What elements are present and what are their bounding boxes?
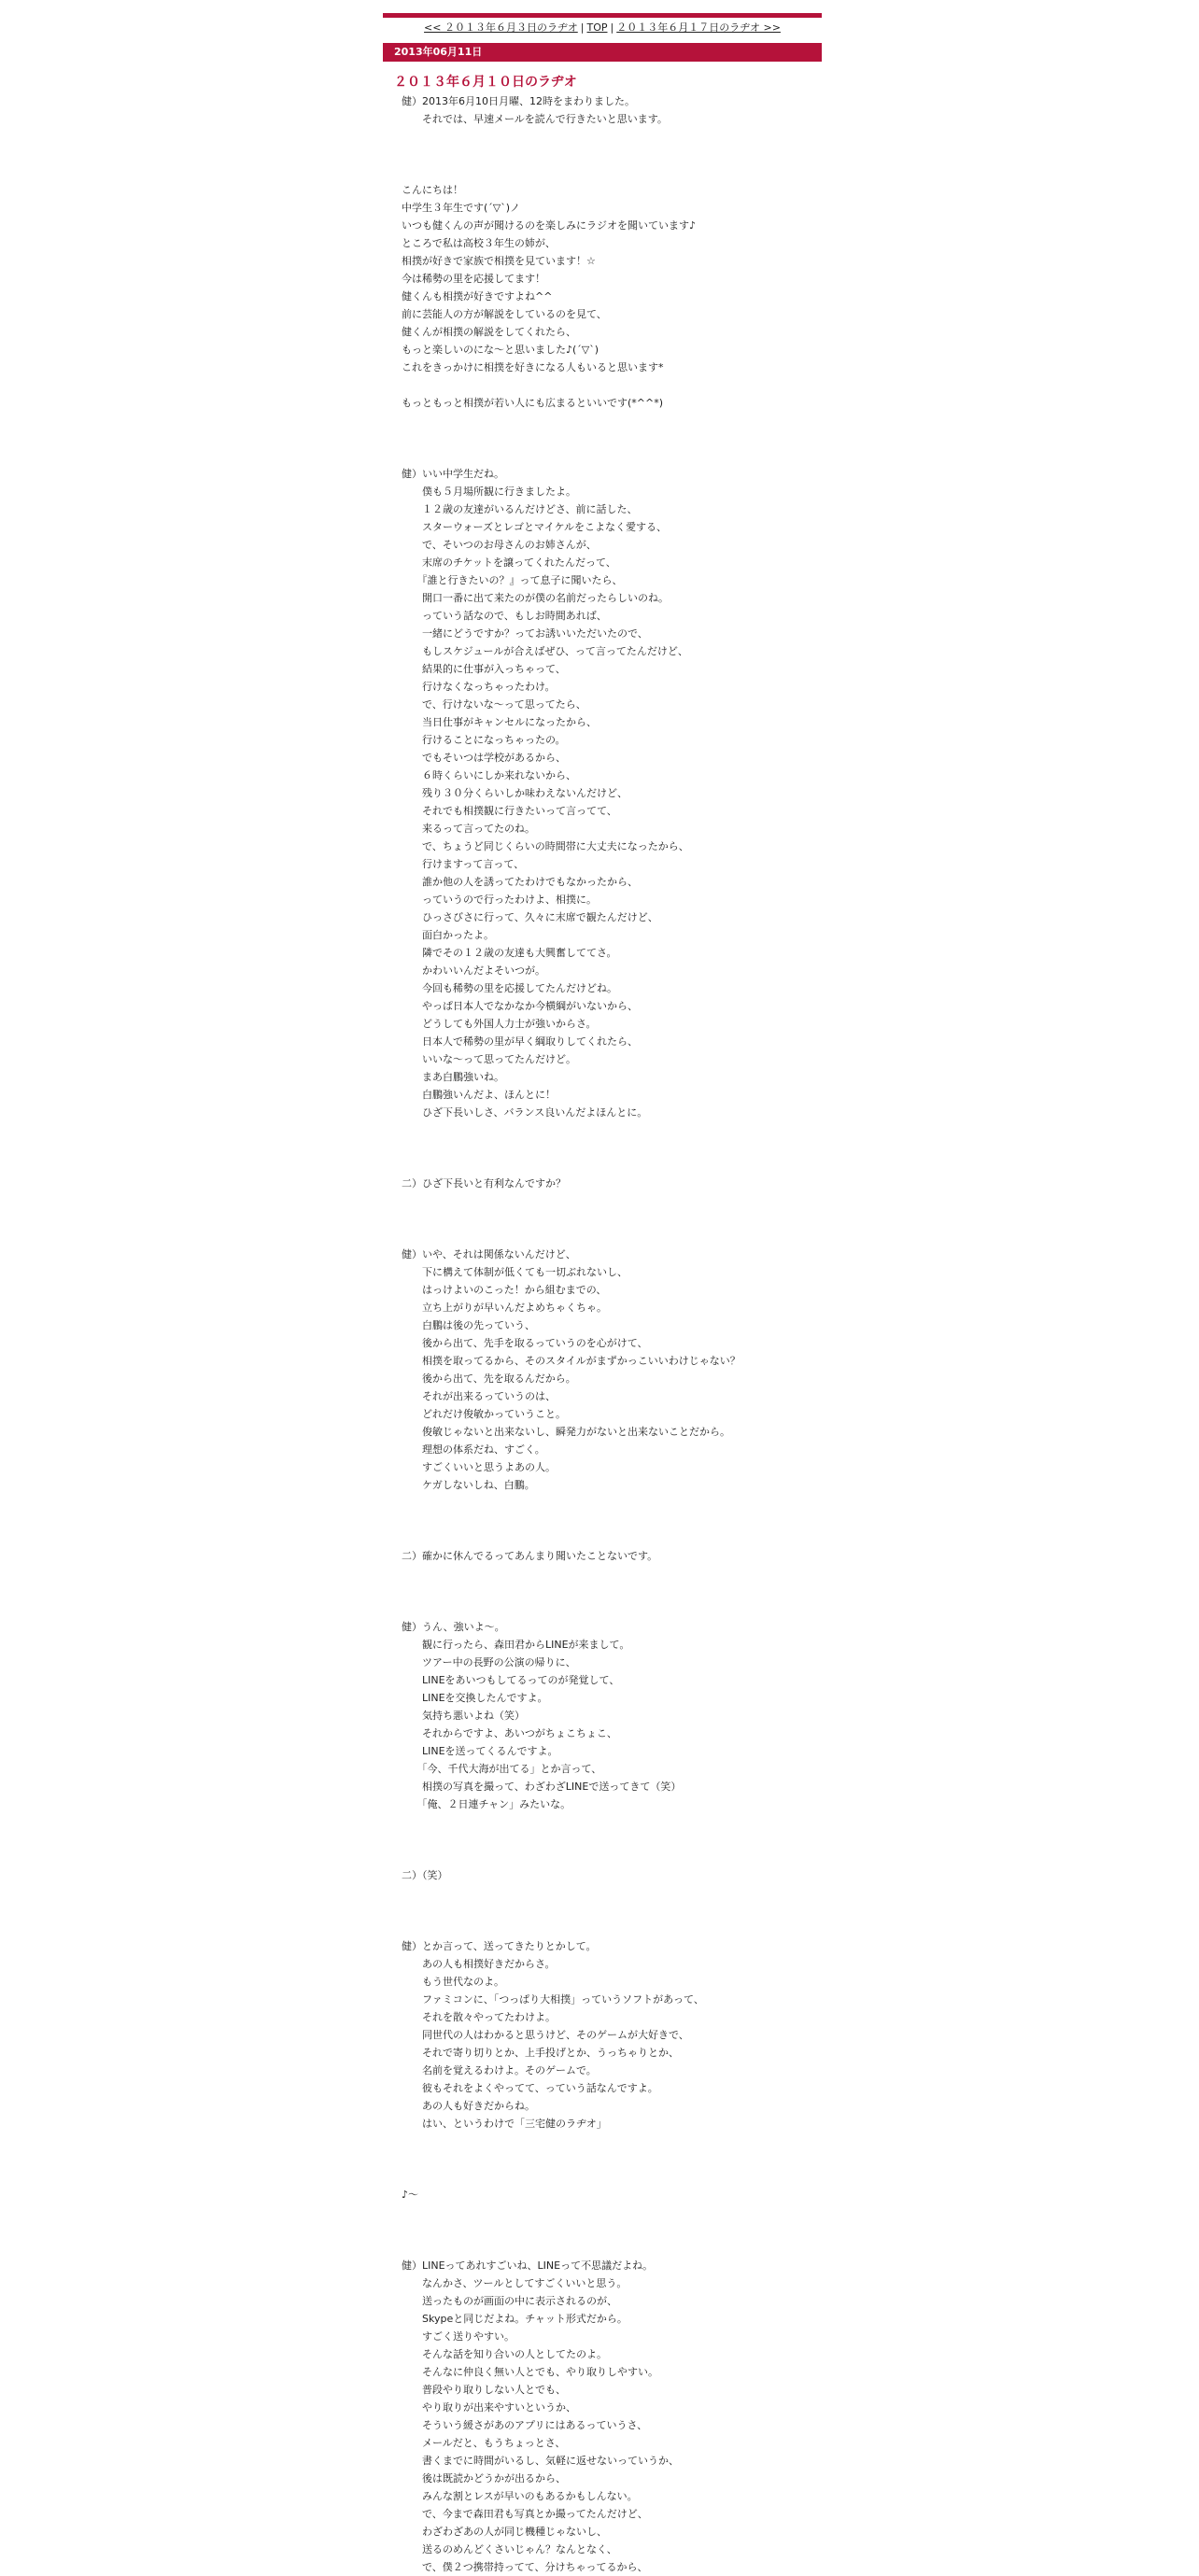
body-line: 二）確かに休んでるってあんまり聞いたことないです。 (402, 1550, 658, 1562)
body-line: 今回も稀勢の里を応援してたんだけどね。 (402, 982, 617, 994)
body-line: 健）うん、強いよ～。 (402, 1621, 505, 1633)
body-line: 健）いい中学生だね。 (402, 468, 504, 480)
body-line: 俊敏じゃないと出来ないし、瞬発力がないと出来ないことだから。 (402, 1426, 730, 1438)
body-line: それでは、早速メールを読んで行きたいと思います。 (402, 113, 668, 125)
body-line: そういう緩さがあのアプリにはあるっていうさ、 (402, 2419, 648, 2431)
body-line: 隣でその１２歳の友達も大興奮しててさ。 (402, 947, 617, 959)
body-line: 健くんも相撲が好きですよね^^ (402, 290, 553, 303)
body-line: スターウォーズとレゴとマイケルをこよなく愛する、 (402, 521, 668, 533)
body-line: ♪～ (402, 2189, 419, 2201)
body-line: まあ白鵬強いね。 (402, 1071, 504, 1083)
body-line: 健）2013年6月10日月曜、12時をまわりました。 (402, 95, 635, 107)
body-line: 面白かったよ。 (402, 929, 494, 941)
body-line: 結果的に仕事が入っちゃって、 (402, 663, 566, 675)
body-line: メールだと、もうちょっとさ、 (402, 2437, 566, 2449)
body-line: 立ち上がりが早いんだよめちゃくちゃ。 (402, 1302, 607, 1314)
body-line (402, 2150, 822, 2168)
body-line: かわいいんだよそいつが。 (402, 964, 545, 977)
body-line: 「俺、２日連チャン」みたいな。 (402, 1798, 571, 1810)
body-line: どうしても外国人力士が強いからさ。 (402, 1018, 597, 1030)
body-line (402, 1565, 822, 1583)
body-line: ６時くらいにしか来れないから、 (402, 769, 576, 781)
body-line: ツアー中の長野の公演の帰りに、 (402, 1656, 576, 1668)
body-line: それが出来るっていうのは、 (402, 1390, 556, 1402)
body-line: 僕も５月場所観に行きましたよ。 (402, 486, 576, 498)
body-line: で、今まで森田君も写真とか撮ってたんだけど、 (402, 2508, 648, 2520)
body-line: 健）とか言って、送ってきたりとかして。 (402, 1940, 597, 1952)
body-line: 日本人で稀勢の里が早く綱取りしてくれたら、 (402, 1035, 638, 1048)
body-line: で、そいつのお母さんのお姉さんが、 (402, 539, 597, 551)
body-line: 下に構えて体制が低くても一切ぶれないし、 (402, 1266, 628, 1278)
body-line: LINEを交換したんですよ。 (402, 1692, 548, 1704)
body-line: 相撲が好きで家族で相撲を見ています！☆ (402, 255, 596, 267)
body-line: 気持ち悪いよね（笑） (402, 1710, 525, 1722)
body-line: １２歳の友達がいるんだけどさ、前に話した、 (402, 503, 638, 515)
body-line: それからですよ、あいつがちょこちょこ、 (402, 1727, 617, 1739)
body-line (402, 1831, 822, 1849)
body-line: っていう話なので、もしお時間あれば、 (402, 610, 607, 622)
body-line (402, 412, 822, 429)
article-container (383, 0, 822, 2576)
body-line (402, 429, 822, 447)
body-line (402, 2239, 822, 2257)
body-line: 『誰と行きたいの？』って息子に聞いたら、 (402, 574, 623, 586)
nav-separator: | (580, 21, 585, 34)
body-line: それでも相撲観に行きたいって言ってて、 (402, 805, 617, 817)
body-line: はい、というわけで「三宅健のラヂオ」 (402, 2118, 607, 2130)
body-line (402, 376, 822, 394)
body-line: こんにちは！ (402, 184, 463, 196)
body-line (402, 1902, 822, 1920)
body-line: 後は既読かどうかが出るから、 (402, 2472, 566, 2485)
body-line (402, 163, 822, 181)
body-line: ファミコンに、「つっぱり大相撲」っていうソフトがあって、 (402, 1993, 704, 2006)
body-line (402, 1813, 822, 1831)
body-line: あの人も好きだからね。 (402, 2100, 535, 2112)
body-line: これをきっかけに相撲を好きになる人もいると思います* (402, 361, 664, 373)
body-line (402, 1529, 822, 1547)
body-line: 来るって言ってたのね。 (402, 823, 535, 835)
body-line: でもそいつは学校があるから、 (402, 752, 566, 764)
body-line: 相撲を取ってるから、そのスタイルがまずかっこいいわけじゃない？ (402, 1355, 741, 1367)
body-line (402, 1884, 822, 1902)
body-line: 後から出て、先を取るんだから。 (402, 1372, 576, 1385)
body-line: 前に芸能人の方が解説をしているのを見て、 (402, 308, 607, 320)
body-line: 白鵬強いんだよ、ほんとに！ (402, 1089, 556, 1101)
body-line: 残り３０分くらいしか味わえないんだけど、 (402, 787, 628, 799)
body-line: 後から出て、先手を取るっていうのを心がけて、 (402, 1337, 648, 1349)
body-line: 二）ひざ下長いと有利なんですか？ (402, 1177, 566, 1189)
body-line: いいな～って思ってたんだけど。 (402, 1053, 576, 1065)
body-line: すごくいいと思うよあの人。 (402, 1461, 556, 1473)
body-line: 相撲の写真を撮って、わざわざLINEで送ってきて（笑） (402, 1781, 682, 1793)
body-line: ケガしないしね、白鵬。 (402, 1479, 535, 1491)
body-line: わざわざあの人が同じ機種じゃないし、 (402, 2526, 607, 2538)
body-line: やり取りが出来やすいというか、 (402, 2401, 576, 2414)
body-line: 開口一番に出て来たのが僕の名前だったらしいのね。 (402, 592, 669, 604)
body-line: 一緒にどうですか？ってお誘いいただいたので、 (402, 627, 648, 640)
body-line: Skypeと同じだよね。チャット形式だから。 (402, 2313, 628, 2325)
body-line: すごく送りやすい。 (402, 2330, 515, 2343)
body-line: 当日仕事がキャンセルになったから、 (402, 716, 597, 728)
body-line: そんなに仲良く無い人とでも、やり取りしやすい。 (402, 2366, 658, 2378)
body-line: 「今、千代大海が出てる」とか言って、 (402, 1763, 602, 1775)
body-line: 名前を覚えるわけよ。そのゲームで。 (402, 2064, 597, 2076)
body-line: どれだけ俊敏かっていうこと。 (402, 1408, 566, 1420)
body-line: で、ちょうど同じくらいの時間帯に大丈夫になったから、 (402, 840, 689, 852)
body-line (402, 1583, 822, 1600)
body-line: 白鵬は後の先っていう、 (402, 1319, 535, 1331)
body-line: っていうので行ったわけよ、相撲に。 (402, 894, 597, 906)
body-line (402, 1121, 822, 1139)
body-line: ひっさびさに行って、久々に末席で観たんだけど、 (402, 911, 658, 923)
body-line: 送るのめんどくさいじゃん？なんとなく、 (402, 2543, 617, 2555)
body-line: はっけよいのこった！から組むまでの、 (402, 1284, 607, 1296)
body-line: 健）LINEってあれすごいね、LINEって不思議だよね。 (402, 2259, 654, 2272)
body-line: LINEをあいつもしてるってのが発覚して、 (402, 1674, 620, 1686)
body-line: 健）いや、それは関係ないんだけど、 (402, 1248, 576, 1260)
body-line (402, 447, 822, 465)
body-line: 同世代の人はわかると思うけど、そのゲームが大好きで、 (402, 2029, 689, 2041)
body-line: いつも健くんの声が聞けるのを楽しみにラジオを聞いています♪ (402, 219, 697, 232)
body-line: で、僕２つ携帯持ってて、分けちゃってるから、 (402, 2561, 648, 2573)
body-line (402, 2221, 822, 2239)
body-line: 観に行ったら、森田君からLINEが来まして。 (402, 1639, 630, 1651)
body-line: そんな話を知り合いの人としてたのよ。 (402, 2348, 607, 2360)
body-line: それを散々やってたわけよ。 (402, 2011, 556, 2023)
body-line: もっと楽しいのにな～と思いました♪(´▽`) (402, 344, 600, 356)
top-link[interactable]: TOP (586, 21, 608, 34)
entry-title: ２０１３年６月１０日のラヂオ (394, 75, 577, 90)
body-line (402, 1192, 822, 1210)
body-line (402, 1920, 822, 1937)
body-line: ひざ下長いしさ、バランス良いんだよほんとに。 (402, 1106, 648, 1119)
body-line (402, 1494, 822, 1512)
next-entry-link[interactable]: ２０１３年６月１７日のラヂオ >> (616, 21, 781, 34)
body-line: もう世代なのよ。 (402, 1976, 504, 1988)
body-line (402, 1139, 822, 1157)
body-line (402, 2133, 822, 2150)
body-line (402, 1849, 822, 1866)
body-line: LINEを送ってくるんですよ。 (402, 1745, 558, 1757)
body-line: 行けることになっちゃったの。 (402, 734, 566, 746)
body-line (402, 1600, 822, 1618)
body-line: 二）（笑） (402, 1869, 448, 1881)
body-line: ところで私は高校３年生の姉が、 (402, 237, 556, 249)
pagination-nav (383, 21, 822, 37)
body-line (402, 128, 822, 146)
body-line: みんな割とレスが早いのもあるかもしんない。 (402, 2490, 638, 2502)
body-line: 書くまでに時間がいるし、気軽に返せないっていうか、 (402, 2455, 679, 2467)
body-line (402, 146, 822, 163)
body-line: 今は稀勢の里を応援してます！ (402, 273, 545, 285)
body-line: 行けなくなっちゃったわけ。 (402, 681, 556, 693)
body-line: もっともっと相撲が若い人にも広まるといいです(*^^*) (402, 397, 664, 409)
body-line (402, 2168, 822, 2186)
body-line: なんかさ、ツールとしてすごくいいと思う。 (402, 2277, 628, 2289)
entry-date: 2013年06月11日 (383, 43, 822, 62)
body-line: で、行けないな～って思ってたら、 (402, 698, 586, 711)
body-line: もしスケジュールが合えばぜひ、って言ってたんだけど、 (402, 645, 688, 657)
body-line: あの人も相撲好きだからさ。 (402, 1958, 556, 1970)
body-line: 普段やり取りしない人とでも、 (402, 2384, 566, 2396)
nav-separator: | (610, 21, 614, 34)
body-line (402, 1210, 822, 1228)
body-line: やっぱ日本人でなかなか今横綱がいないから、 (402, 1000, 638, 1012)
body-line (402, 1512, 822, 1529)
body-line: 理想の体系だね、すごく。 (402, 1443, 545, 1456)
body-line: 送ったものが画面の中に表示されるのが、 (402, 2295, 617, 2307)
body-line (402, 1228, 822, 1246)
top-accent-bar (383, 13, 822, 18)
body-line (402, 1157, 822, 1175)
body-line (402, 2203, 822, 2221)
body-line: 末席のチケットを譲ってくれたんだって、 (402, 556, 616, 569)
body-line: 彼もそれをよくやってて、っていう話なんですよ。 (402, 2082, 658, 2094)
body-line: 誰か他の人を誘ってたわけでもなかったから、 (402, 876, 638, 888)
body-line: 行けますって言って、 (402, 858, 525, 870)
body-line: 中学生３年生です(´▽`)ノ (402, 202, 521, 214)
prev-entry-link[interactable]: << ２０１３年６月３日のラヂオ (424, 21, 578, 34)
entry-body (402, 92, 822, 2576)
body-line: 健くんが相撲の解説をしてくれたら、 (402, 326, 576, 338)
body-line: それで寄り切りとか、上手投げとか、うっちゃりとか、 (402, 2047, 679, 2059)
